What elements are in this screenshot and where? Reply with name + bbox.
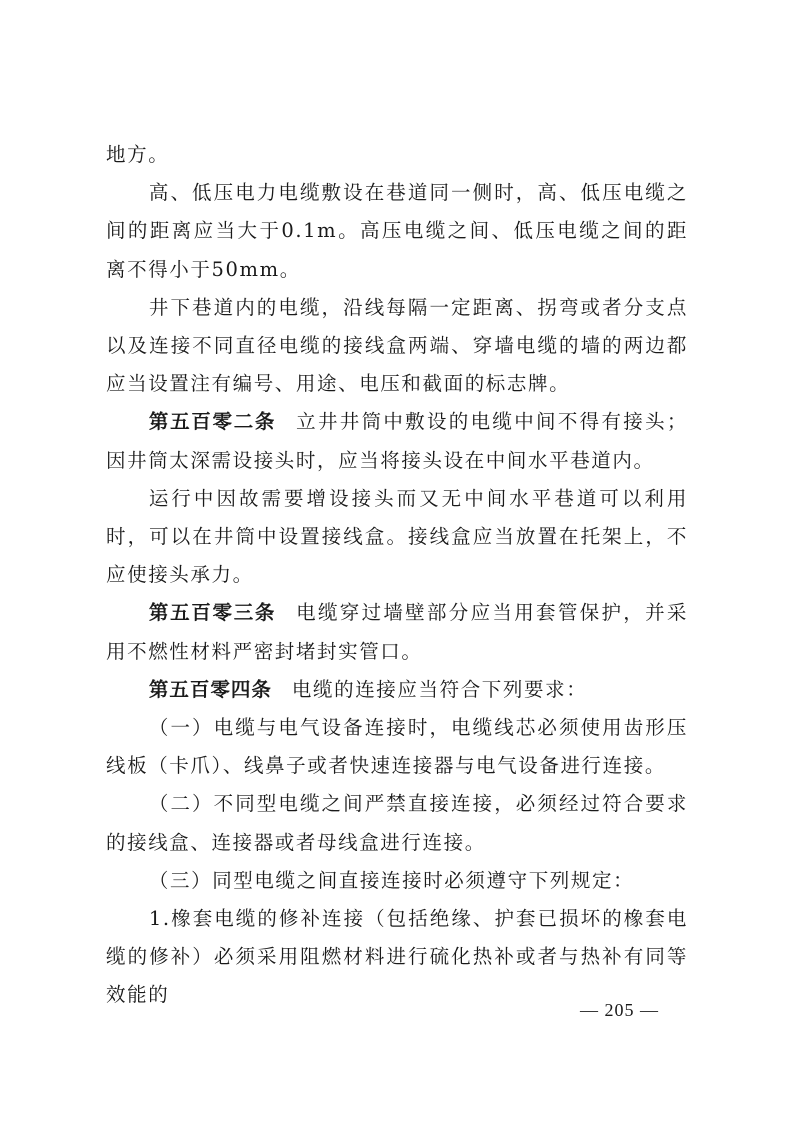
- article-paragraph: [106, 594, 688, 670]
- paragraph-text: 电缆穿过墙壁部分应当用套管保护，并采用不燃性材料严密封堵封实管口。: [106, 601, 688, 663]
- paragraph-text: 运行中因故需要增设接头而又无中间水平巷道可以利用时，可以在井筒中设置接线盒。接线盒应当放置在托架上，不应使接头承力。: [106, 486, 688, 587]
- article-number: 第五百零三条: [148, 601, 277, 625]
- article-paragraph: [106, 403, 688, 479]
- paragraph: [106, 480, 688, 595]
- list-item-paragraph: [106, 862, 688, 900]
- paragraph: [106, 174, 688, 289]
- paragraph-text: 电缆的连接应当符合下列要求：: [291, 677, 588, 701]
- list-item-paragraph: [106, 785, 688, 861]
- paragraph-text: （三）同型电缆之间直接连接时必须遵守下列规定：: [148, 868, 635, 892]
- paragraph-text: 井下巷道内的电缆，沿线每隔一定距离、拐弯或者分支点以及连接不同直径电缆的接线盒两端、穿墙电缆的墙的两边都应当设置注有编号、用途、电压和截面的标志牌。: [106, 295, 688, 396]
- paragraph-text: （二）不同型电缆之间严禁直接连接，必须经过符合要求的接线盒、连接器或者母线盒进行连接。: [106, 792, 688, 854]
- paragraph-continuation: [106, 136, 688, 174]
- article-paragraph: [106, 671, 688, 709]
- page-number: — 205 —: [580, 1000, 659, 1020]
- paragraph-text: 1.橡套电缆的修补连接（包括绝缘、护套已损坏的橡套电缆的修补）必须采用阻燃材料进行硫化热补或者与热补有同等效能的: [106, 907, 688, 1007]
- body-text: [106, 136, 688, 1015]
- paragraph: [106, 289, 688, 404]
- article-number: 第五百零二条: [148, 410, 277, 434]
- paragraph-text: （一）电缆与电气设备连接时，电缆线芯必须使用齿形压线板（卡爪）、线鼻子或者快速连接器与电气设备进行连接。: [106, 716, 688, 778]
- list-item-paragraph: [106, 900, 688, 1015]
- paragraph-text: 高、低压电力电缆敷设在巷道同一侧时，高、低压电缆之间的距离应当大于0.1m。高压电缆之间、低压电缆之间的距离不得小于50mm。: [106, 181, 688, 281]
- paragraph-text: 地方。: [106, 143, 170, 166]
- article-number: 第五百零四条: [148, 677, 272, 701]
- list-item-paragraph: [106, 709, 688, 785]
- paragraph-text: 立井井筒中敷设的电缆中间不得有接头；因井筒太深需设接头时，应当将接头设在中间水平巷道内。: [106, 410, 688, 472]
